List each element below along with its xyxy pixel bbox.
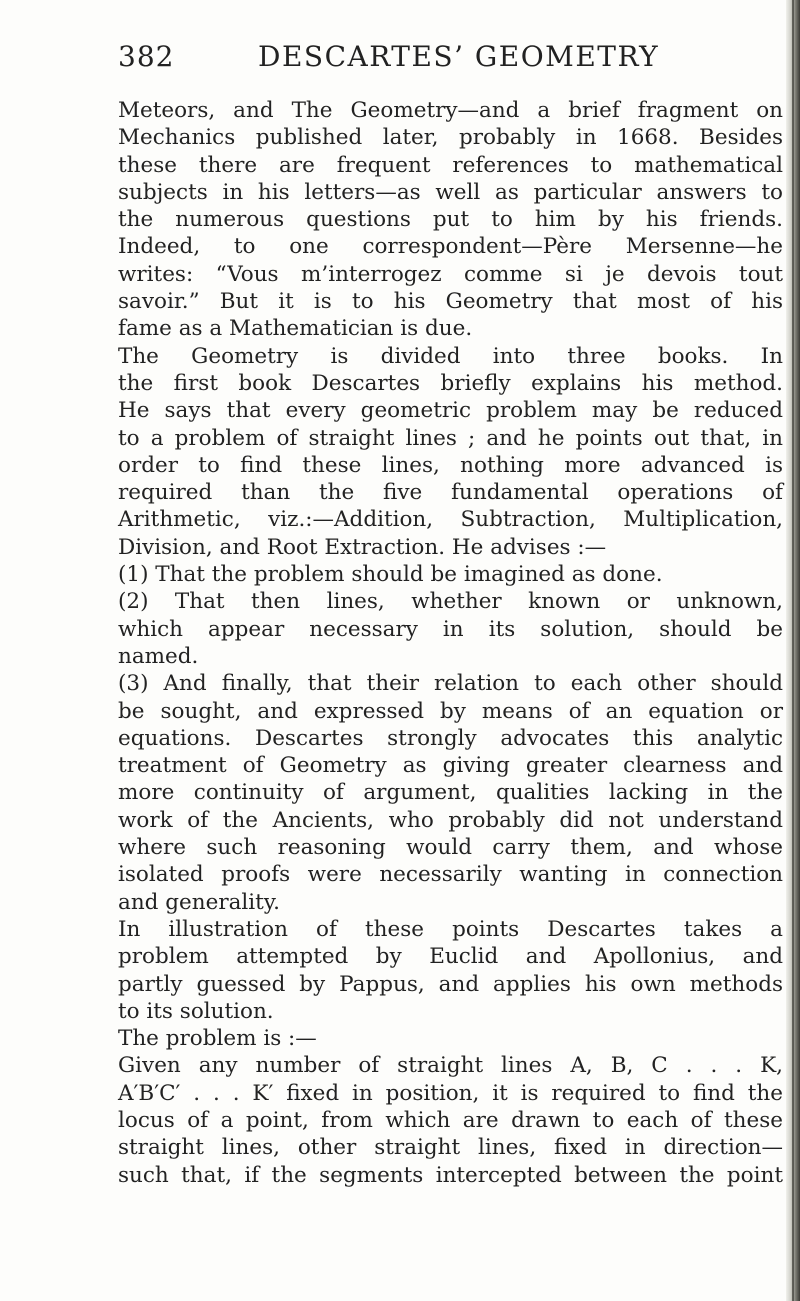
text-line: treatment of Geometry as giving greater clearness and xyxy=(118,753,783,779)
text-line: Given any number of straight lines A, B, C . . . K, xyxy=(118,1053,783,1079)
text-line: which appear necessary in its solution, should be xyxy=(118,616,783,642)
text-line: equations. Descartes strongly advocates this analytic xyxy=(118,725,783,751)
text-line: (3) And finally, that their relation to each other should xyxy=(118,671,783,697)
text-line: Arithmetic, viz.:—Addition, Subtraction, Multiplication, xyxy=(118,507,783,533)
text-line: to a problem of straight lines ; and he points out that, in xyxy=(118,425,783,451)
text-line: Division, and Root Extraction. He advises :— xyxy=(118,534,607,560)
text-line: straight lines, other straight lines, fixed in direction— xyxy=(118,1135,783,1161)
text-line: A′B′C′ . . . K′ fixed in position, it is required to find the xyxy=(118,1080,783,1106)
page-edge-rule xyxy=(792,0,794,1301)
text-line: and generality. xyxy=(118,889,280,915)
text-line: locus of a point, from which are drawn to each of these xyxy=(118,1107,783,1133)
page-number: 382 xyxy=(118,40,175,73)
text-line: these there are frequent references to mathematical xyxy=(118,152,783,178)
page-header xyxy=(118,40,783,80)
text-line: be sought, and expressed by means of an equation or xyxy=(118,698,783,724)
text-line: problem attempted by Euclid and Apollonius, and xyxy=(118,944,783,970)
text-line: fame as a Mathematician is due. xyxy=(118,316,473,342)
text-line: required than the five fundamental operations of xyxy=(118,480,783,506)
text-line: the numerous questions put to him by his friends. xyxy=(118,207,783,233)
text-line: writes: “Vous m’interrogez comme si je devois tout xyxy=(118,261,783,287)
text-line: order to find these lines, nothing more advanced is xyxy=(118,452,783,478)
text-line: named. xyxy=(118,643,199,669)
text-line: Meteors, and The Geometry—and a brief fragment on xyxy=(118,98,783,123)
text-line: such that, if the segments intercepted between the point xyxy=(118,1162,783,1188)
text-line: the first book Descartes briefly explains his method. xyxy=(118,370,783,396)
text-line: to its solution. xyxy=(118,998,274,1024)
text-line: (2) That then lines, whether known or unknown, xyxy=(118,589,783,615)
text-line: where such reasoning would carry them, and whose xyxy=(118,835,783,861)
text-line: He says that every geometric problem may be reduced xyxy=(118,398,783,424)
text-line: The Geometry is divided into three books. In xyxy=(118,343,783,369)
text-line: The problem is :— xyxy=(118,1026,317,1052)
text-line: Mechanics published later, probably in 1668. Besides xyxy=(118,125,783,151)
body-text xyxy=(118,97,783,1189)
text-line: more continuity of argument, qualities lacking in the xyxy=(118,780,783,806)
running-title: DESCARTES’ GEOMETRY xyxy=(258,40,660,73)
text-line: (1) That the problem should be imagined as done. xyxy=(118,562,663,588)
text-line: partly guessed by Pappus, and applies his own methods xyxy=(118,971,783,997)
text-line: Indeed, to one correspondent—Père Mersenne—he xyxy=(118,234,783,260)
text-line: In illustration of these points Descartes takes a xyxy=(118,916,783,942)
text-line: subjects in his letters—as well as particular answers to xyxy=(118,179,783,205)
text-line: isolated proofs were necessarily wanting in connection xyxy=(118,862,783,888)
text-line: savoir.” But it is to his Geometry that most of his xyxy=(118,289,783,315)
text-line: work of the Ancients, who probably did not understand xyxy=(118,807,783,833)
